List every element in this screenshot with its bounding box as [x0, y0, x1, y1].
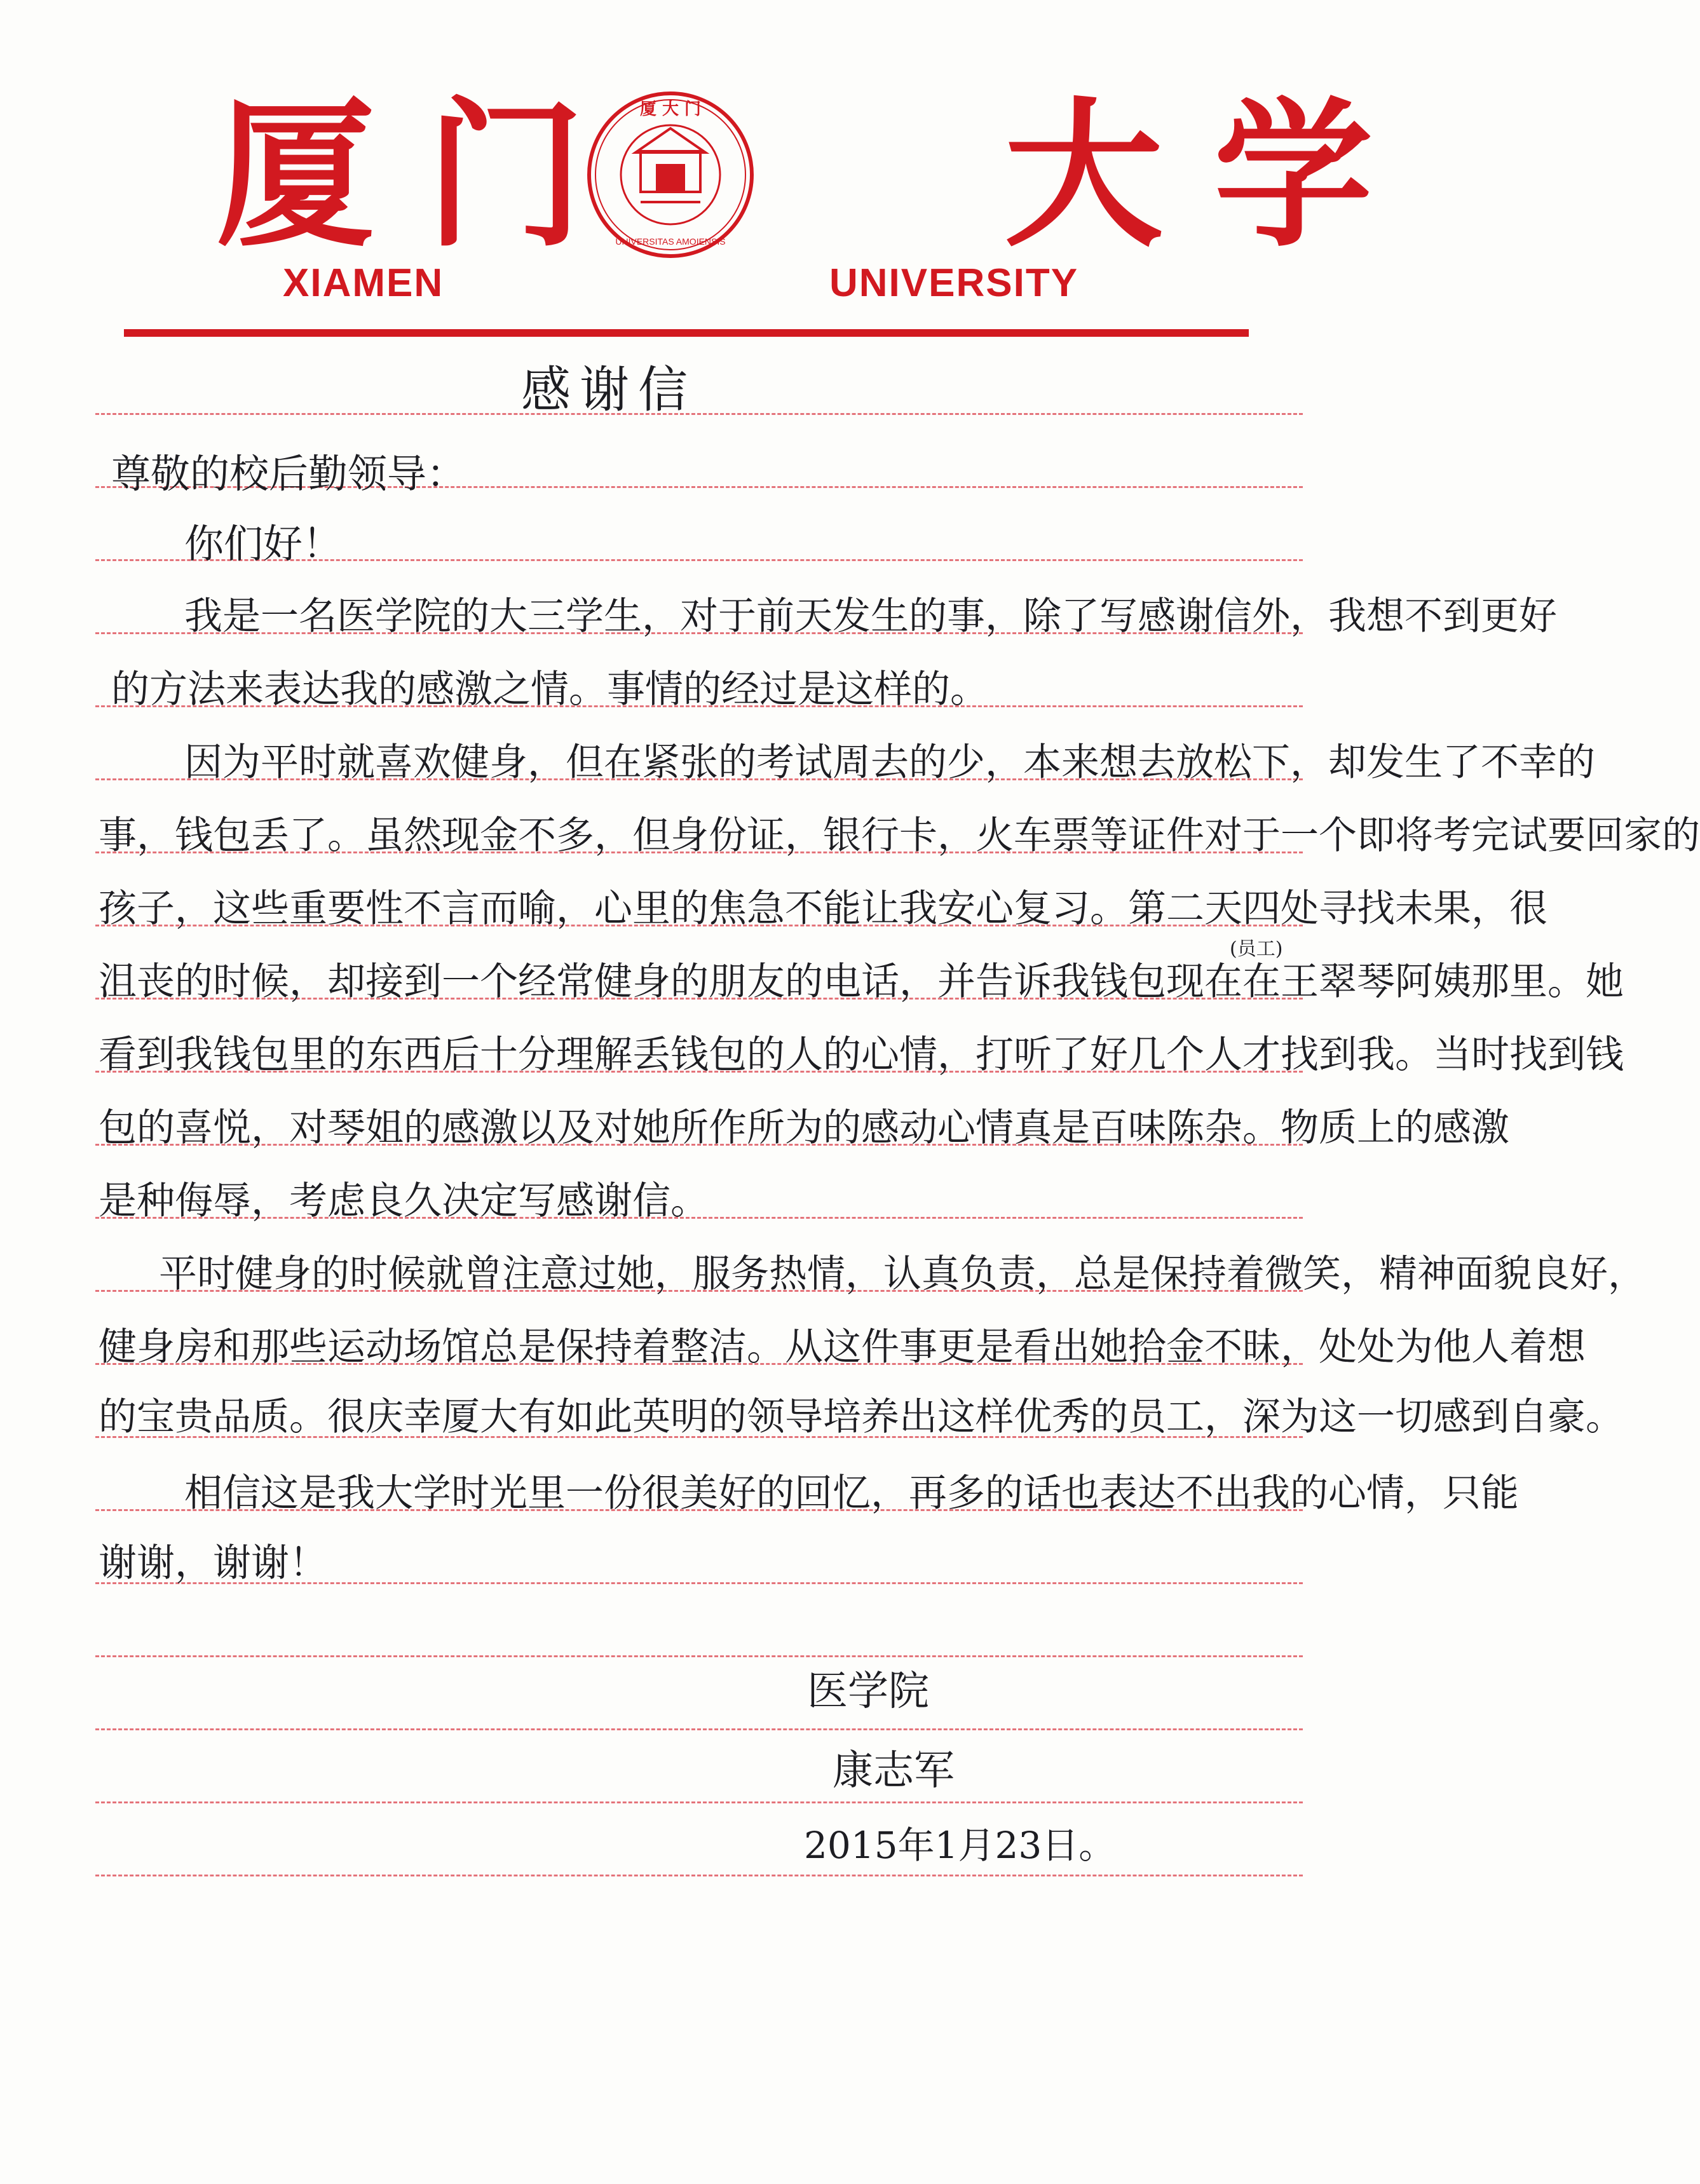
letterhead-name-cn-left: 厦门 — [216, 81, 636, 268]
body-line: 相信这是我大学时光里一份很美好的回忆，再多的话也表达不出我的心情，只能 — [184, 1471, 1519, 1516]
greeting: 你们好！ — [184, 520, 343, 567]
signature-date: 2015年1月23日。 — [804, 1824, 1116, 1867]
svg-text:UNIVERSITAS AMOIENSIS: UNIVERSITAS AMOIENSIS — [615, 236, 726, 247]
body-line: 沮丧的时候，却接到一个经常健身的朋友的电话，并告诉我钱包现在在王翠琴阿姨那里。她 — [99, 960, 1624, 1004]
body-line: 的方法来表达我的感激之情。事情的经过是这样的。 — [111, 667, 988, 712]
body-line: 我是一名医学院的大三学生，对于前天发生的事，除了写感谢信外，我想不到更好 — [184, 594, 1557, 639]
letterhead-name-en-left: XIAMEN — [283, 261, 444, 305]
insert-note: (员工) — [1230, 938, 1283, 960]
body-line: 谢谢，谢谢！ — [99, 1541, 327, 1585]
letter-title: 感谢信 — [521, 362, 697, 419]
body-line: 看到我钱包里的东西后十分理解丢钱包的人的心情，打听了好几个人才找到我。当时找到钱 — [99, 1033, 1624, 1077]
salutation: 尊敬的校后勤领导： — [111, 451, 466, 497]
body-line: 孩子，这些重要性不言而喻，心里的焦急不能让我安心复习。第二天四处寻找未果，很 — [99, 886, 1547, 931]
body-line: 的宝贵品质。很庆幸厦大有如此英明的领导培养出这样优秀的员工，深为这一切感到自豪。 — [99, 1395, 1624, 1439]
body-line: 因为平时就喜欢健身，但在紧张的考试周去的少，本来想去放松下，却发生了不幸的 — [184, 740, 1595, 785]
body-line: 事，钱包丢了。虽然现金不多，但身份证，银行卡，火车票等证件对于一个即将考完试要回家的 — [99, 813, 1700, 858]
letterhead-name-cn-right: 大学 — [1004, 81, 1424, 268]
svg-text:厦 大 门: 厦 大 门 — [639, 100, 702, 119]
body-line: 平时健身的时候就曾注意过她，服务热情，认真负责，总是保持着微笑，精神面貌良好， — [159, 1252, 1646, 1296]
ruled-lines — [95, 0, 1303, 2184]
body-line: 是种侮辱，考虑良久决定写感谢信。 — [99, 1179, 709, 1223]
signature-department: 医学院 — [807, 1668, 929, 1715]
signature-name: 康志军 — [833, 1747, 955, 1794]
letterhead-name-en-right: UNIVERSITY — [829, 261, 1079, 305]
body-line: 包的喜悦，对琴姐的感激以及对她所作所为的感动心情真是百味陈杂。物质上的感激 — [99, 1106, 1509, 1150]
body-line: 健身房和那些运动场馆总是保持着整洁。从这件事更是看出她拾金不昧，处处为他人着想 — [99, 1325, 1586, 1369]
